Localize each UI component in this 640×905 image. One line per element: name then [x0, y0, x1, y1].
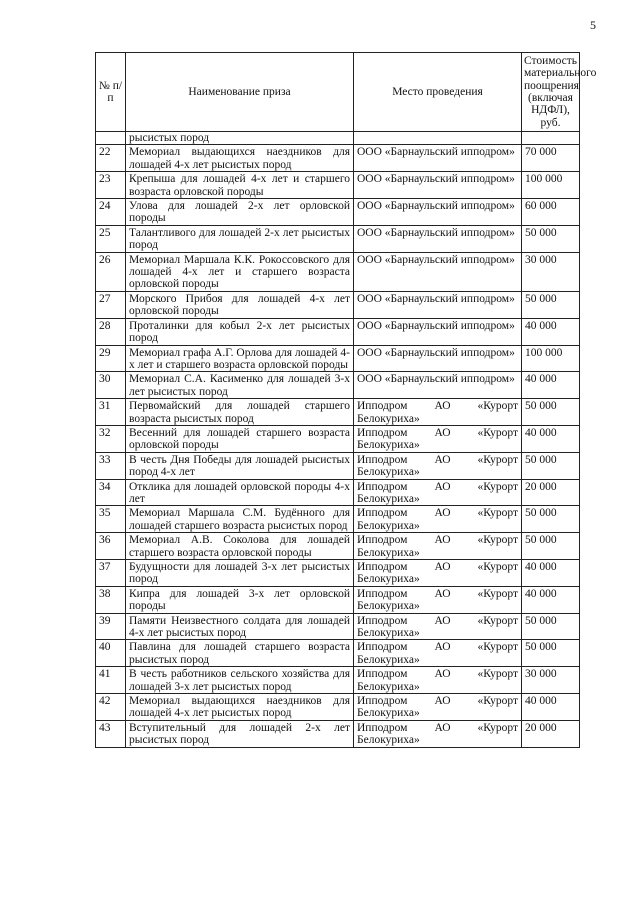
table-row [96, 345, 580, 372]
table-cell-number: 42 [96, 694, 126, 721]
table-cell-venue: ООО «Барнаульский ипподром» [354, 199, 522, 226]
table-cell-number: 28 [96, 318, 126, 345]
column-header-number: № п/п [96, 53, 126, 132]
table-row [96, 199, 580, 226]
table-cell-number: 37 [96, 560, 126, 587]
table-cell-number: 35 [96, 506, 126, 533]
table-cell-venue: Ипподром АО «Курорт Белокуриха» [354, 452, 522, 479]
table-cell-cost: 50 000 [522, 291, 580, 318]
table-cell-venue: Ипподром АО «Курорт Белокуриха» [354, 425, 522, 452]
table-header-row [96, 53, 580, 132]
table-cell-number: 23 [96, 172, 126, 199]
table-cell-number: 22 [96, 145, 126, 172]
table-cell-cost: 20 000 [522, 720, 580, 747]
table-cell-number: 34 [96, 479, 126, 506]
table-cell-prize-name: Первомайский для лошадей старшего возраста рысистых пород [126, 399, 354, 426]
table-cell-number: 25 [96, 225, 126, 252]
table-row [96, 225, 580, 252]
table-cell-prize-name: Улова для лошадей 2-х лет орловской породы [126, 199, 354, 226]
table-cell-venue: Ипподром АО «Курорт Белокуриха» [354, 479, 522, 506]
table-cell-venue: Ипподром АО «Курорт Белокуриха» [354, 586, 522, 613]
table-cell-cost: 70 000 [522, 145, 580, 172]
table-row [96, 399, 580, 426]
table-cell-venue: Ипподром АО «Курорт Белокуриха» [354, 640, 522, 667]
table-row [96, 452, 580, 479]
table-cell-prize-name: Вступительный для лошадей 2-х лет рысистых пород [126, 720, 354, 747]
table-row [96, 533, 580, 560]
table-cell-cost: 50 000 [522, 399, 580, 426]
table-cell-number: 38 [96, 586, 126, 613]
table-cell-prize-name: рысистых пород [126, 132, 354, 145]
column-header-prize-name: Наименование приза [126, 53, 354, 132]
table-cell-venue: ООО «Барнаульский ипподром» [354, 291, 522, 318]
column-header-venue: Место проведения [354, 53, 522, 132]
table-cell-prize-name: В честь Дня Победы для лошадей рысистых пород 4-х лет [126, 452, 354, 479]
table-row [96, 372, 580, 399]
table-cell-venue: ООО «Барнаульский ипподром» [354, 145, 522, 172]
table-cell-venue: Ипподром АО «Курорт Белокуриха» [354, 667, 522, 694]
table-cell-prize-name: Отклика для лошадей орловской породы 4-х лет [126, 479, 354, 506]
table-cell-venue: Ипподром АО «Курорт Белокуриха» [354, 720, 522, 747]
table-cell-number: 39 [96, 613, 126, 640]
table-cell-number: 24 [96, 199, 126, 226]
table-cell-venue: Ипподром АО «Курорт Белокуриха» [354, 694, 522, 721]
table-cell-prize-name: Мемориал выдающихся наездников для лошадей 4-х лет рысистых пород [126, 694, 354, 721]
table-cell-cost: 100 000 [522, 345, 580, 372]
table-cell-cost: 40 000 [522, 560, 580, 587]
table-cell-prize-name: Талантливого для лошадей 2-х лет рысистых пород [126, 225, 354, 252]
table-cell-cost: 40 000 [522, 372, 580, 399]
table-cell-cost [522, 132, 580, 145]
table-cell-cost: 100 000 [522, 172, 580, 199]
table-cell-number: 40 [96, 640, 126, 667]
table-cell-cost: 40 000 [522, 586, 580, 613]
table-cell-venue: Ипподром АО «Курорт Белокуриха» [354, 533, 522, 560]
table-cell-prize-name: Мемориал С.А. Касименко для лошадей 3-х лет рысистых пород [126, 372, 354, 399]
table-cell-number: 43 [96, 720, 126, 747]
column-header-reward-cost: Стоимость материального поощрения (включая НДФЛ), руб. [522, 53, 580, 132]
table-cell-venue: ООО «Барнаульский ипподром» [354, 345, 522, 372]
table-row [96, 479, 580, 506]
table-cell-cost: 40 000 [522, 425, 580, 452]
table-cell-cost: 50 000 [522, 452, 580, 479]
table-row [96, 586, 580, 613]
table-cell-prize-name: Будущности для лошадей 3-х лет рысистых пород [126, 560, 354, 587]
table-cell-cost: 50 000 [522, 506, 580, 533]
table-cell-prize-name: Кипра для лошадей 3-х лет орловской породы [126, 586, 354, 613]
table-cell-venue: Ипподром АО «Курорт Белокуриха» [354, 613, 522, 640]
table-cell-venue: Ипподром АО «Курорт Белокуриха» [354, 399, 522, 426]
table-cell-number: 41 [96, 667, 126, 694]
table-cell-number: 33 [96, 452, 126, 479]
table-row [96, 145, 580, 172]
prize-table [95, 52, 597, 748]
table-cell-prize-name: Проталинки для кобыл 2-х лет рысистых пород [126, 318, 354, 345]
table-row [96, 506, 580, 533]
table-cell-venue: ООО «Барнаульский ипподром» [354, 318, 522, 345]
table-cell-cost: 30 000 [522, 252, 580, 291]
table-cell-number: 26 [96, 252, 126, 291]
table-cell-prize-name: Мемориал А.В. Соколова для лошадей старшего возраста орловской породы [126, 533, 354, 560]
table-cell-number: 27 [96, 291, 126, 318]
table-cell-venue: ООО «Барнаульский ипподром» [354, 252, 522, 291]
table-row-continuation [96, 132, 580, 145]
table-cell-prize-name: Весенний для лошадей старшего возраста орловской породы [126, 425, 354, 452]
table-cell-cost: 50 000 [522, 640, 580, 667]
table-row [96, 640, 580, 667]
table-cell-number: 31 [96, 399, 126, 426]
table-cell-venue: ООО «Барнаульский ипподром» [354, 225, 522, 252]
table-row [96, 694, 580, 721]
table-cell-cost: 50 000 [522, 225, 580, 252]
table-row [96, 613, 580, 640]
table-cell-number: 32 [96, 425, 126, 452]
table-cell-prize-name: Крепыша для лошадей 4-х лет и старшего возраста орловской породы [126, 172, 354, 199]
table-cell-prize-name: В честь работников сельского хозяйства для лошадей 3-х лет рысистых пород [126, 667, 354, 694]
table-cell-cost: 20 000 [522, 479, 580, 506]
table-cell-venue [354, 132, 522, 145]
table-row [96, 291, 580, 318]
table-cell-number: 36 [96, 533, 126, 560]
table-cell-number: 30 [96, 372, 126, 399]
table-cell-prize-name: Мемориал выдающихся наездников для лошадей 4-х лет рысистых пород [126, 145, 354, 172]
table-cell-prize-name: Мемориал графа А.Г. Орлова для лошадей 4-х лет и старшего возраста орловской породы [126, 345, 354, 372]
table-cell-cost: 30 000 [522, 667, 580, 694]
table-row [96, 252, 580, 291]
table-cell-cost: 60 000 [522, 199, 580, 226]
table-row [96, 318, 580, 345]
table-cell-venue: ООО «Барнаульский ипподром» [354, 372, 522, 399]
table-row [96, 172, 580, 199]
table-cell-prize-name: Мемориал Маршала С.М. Будённого для лошадей старшего возраста рысистых пород [126, 506, 354, 533]
table-row [96, 667, 580, 694]
table-cell-prize-name: Мемориал Маршала К.К. Рокоссовского для лошадей 4-х лет и старшего возраста орловской породы [126, 252, 354, 291]
table-cell-cost: 40 000 [522, 318, 580, 345]
page-number: 5 [590, 18, 596, 32]
table-cell-cost: 50 000 [522, 533, 580, 560]
table-cell-prize-name: Морского Прибоя для лошадей 4-х лет орловской породы [126, 291, 354, 318]
table-cell-number [96, 132, 126, 145]
table-body [96, 132, 580, 748]
table-cell-prize-name: Павлина для лошадей старшего возраста рысистых пород [126, 640, 354, 667]
table-row [96, 560, 580, 587]
table-cell-cost: 40 000 [522, 694, 580, 721]
table-cell-cost: 50 000 [522, 613, 580, 640]
table-cell-number: 29 [96, 345, 126, 372]
table-cell-prize-name: Памяти Неизвестного солдата для лошадей 4-х лет рысистых пород [126, 613, 354, 640]
table-row [96, 425, 580, 452]
table-cell-venue: Ипподром АО «Курорт Белокуриха» [354, 560, 522, 587]
table-cell-venue: Ипподром АО «Курорт Белокуриха» [354, 506, 522, 533]
table-row [96, 720, 580, 747]
table-cell-venue: ООО «Барнаульский ипподром» [354, 172, 522, 199]
